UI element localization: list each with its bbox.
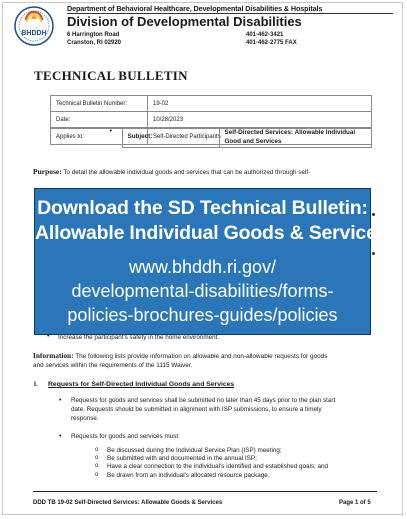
table-cell-label: Technical Bulletin Number: xyxy=(51,96,148,112)
section-title: Requests for Self-Directed Individual Goods and Services xyxy=(48,381,235,388)
department-name: Department of Behavioral Healthcare, Developmental Disabilities & Hospitals xyxy=(67,4,323,13)
sub-list-item: o Have a clear connection to the individual's identified and established goals; and xyxy=(107,463,328,470)
banner-url-line-3[interactable]: policies-brochures-guides/policies xyxy=(67,305,338,325)
division-name: Division of Developmental Disabilities xyxy=(67,14,302,29)
table-cell-value: Self-Directed Services: Allowable Individual Good and Services xyxy=(219,129,371,148)
list-item-line: date. Requests should be submitted in alignment with ISP submissions, to ensure a timely xyxy=(71,405,322,413)
list-item-line: response. xyxy=(71,414,99,422)
table-row xyxy=(51,96,372,112)
table-cell-label: • Subject: xyxy=(122,129,219,148)
covered-bullet-mark xyxy=(372,213,375,216)
information-text-2: and services within the requirements of the 1115 Waiver. xyxy=(33,361,193,369)
table-row xyxy=(51,112,372,128)
footer-rule xyxy=(33,491,377,492)
banner-url-line-1[interactable]: www.bhddh.ri.gov/ xyxy=(128,257,277,277)
banner-heading-line-1: Download the SD Technical Bulletin: xyxy=(37,197,368,219)
page-title: TECHNICAL BULLETIN xyxy=(34,68,188,83)
list-item-line: Requests for goods and services must: xyxy=(71,433,180,440)
sub-list-item: o Be drawn from an individual's allocated resource package. xyxy=(107,472,270,479)
purpose-paragraph xyxy=(33,167,377,176)
table-cell-value: 10/28/2023 xyxy=(148,112,372,128)
information-paragraph xyxy=(33,352,379,371)
table-cell-value: 19-02 xyxy=(148,96,372,112)
bulletin-info-table xyxy=(50,95,372,145)
footer-document-id: DDD TB 19-02 Self-Directed Services: Allowable Goods & Services xyxy=(33,500,223,506)
address-line-1: 6 Harrington Road xyxy=(67,32,120,38)
list-item-line: Requests for goods and services shall be submitted no later than 45 days prior to the plan start xyxy=(71,397,336,404)
svg-text:BHDDH: BHDDH xyxy=(21,30,47,37)
sub-list-item: o Be submitted with and documented in the annual ISP; xyxy=(107,455,257,462)
sub-list-item: o Be discussed during the Individual Service Plan (ISP) meeting; xyxy=(107,447,282,454)
table-cell-label: Applies to: xyxy=(51,129,148,145)
section-number: I. xyxy=(34,381,38,388)
purpose-label: Purpose: xyxy=(33,167,62,176)
banner-heading-line-2: Allowable Individual Goods & Services xyxy=(35,222,388,244)
information-label: Information: xyxy=(33,351,74,360)
banner-url-line-2[interactable]: developmental-disabilities/forms- xyxy=(71,281,334,301)
information-text-1: The following lists provide information on allowable and non-allowable requests for goods xyxy=(75,353,328,360)
list-item: • Increase the participant's safety in the home environment. xyxy=(58,334,219,341)
list-item xyxy=(71,433,180,442)
phone-number: 401-462-3421 xyxy=(246,32,284,38)
covered-bullet-mark xyxy=(372,252,375,255)
address-line-2: Cranston, RI 02920 xyxy=(67,40,122,46)
table-row xyxy=(122,128,372,148)
bhddh-logo xyxy=(14,6,54,46)
table-cell-label: Date: xyxy=(51,112,148,128)
download-banner[interactable] xyxy=(34,188,388,335)
list-item xyxy=(71,397,335,424)
table-cell-value: Self-Directed Participants xyxy=(148,129,372,145)
purpose-text: To detail the allowable individual goods and services that can be authorized through self- xyxy=(63,169,311,176)
footer-page-number: Page 1 of 5 xyxy=(339,500,371,506)
fax-number: 401-462-2775 FAX xyxy=(246,40,297,46)
